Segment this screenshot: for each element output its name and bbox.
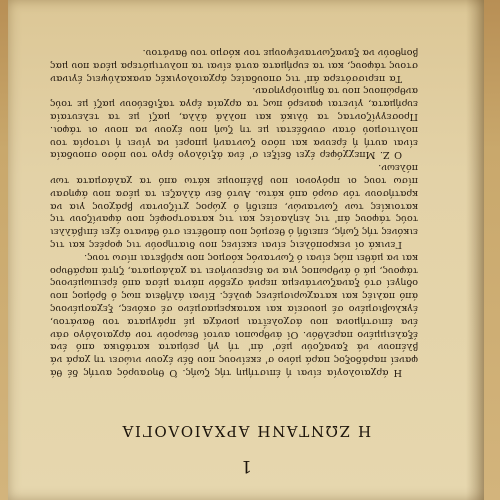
page-number: 1 — [240, 456, 252, 476]
spine-shadow — [466, 0, 484, 500]
body-text — [50, 45, 418, 378]
paragraph: Τα περισσότερα άπ' τις σπουδαίες άρχαιολογικές ανακαλύψεις έγιναν στους τάφους, και τα ευρήματα αυτά είναι τα πολυτιμότερα μέσα που μας βοηθούν να ξαναζωντανέψουμε τον κόσμο του θανάτου. — [50, 47, 418, 84]
paragraph: Ο Ζ. Μπεχχόφερ έχει δείξει σ' ένα άξιόλογο έργο του πόσο σπουδαία είναι αυτή ή έρευνα και πόσο ζωντανή μπορεί να γίνει ή ιστορία του πολιτισμού όταν συνδέεται με τη ζωή που έχουν να πουν οι τάφοι. Προσεγγίζοντας τα ύλικά και πολλά άλλα, μαζί με τα τελευταία ευρήματα, γίνεται φανερό πως τα αρχαία έργα ταξιδεύουν μαζί με τούς ανθρώπους που τα δημιούργησαν. — [50, 85, 418, 161]
paragraph: Η άρχαιολογία είναι ή έπιστήμη τής ζωής. Ό θησαυρός αυτής δέ θά φανεί παράδοξος παρά μόνο σ' εκείνους που δέν έχουν νιώσει τη χαρά νά βλέπουν νά ξαναζούν μέσ' άπ' τή γή ρεύματα κατάδικα από ένα έξαλειμμένο παρελθόν. Οί άνθρωποι αυτοί θεωρούν τον άρχαιολόγο σάν ένα έπιστήμονα που άσχολεΐται μονάχα μέ πράγματα του θανάτου, έγκλωβισμένο σέ μουσεία και κατακρεμασμένο σέ σκόνες, ξεχασμένους άπό παλιές και καταχωρισμένες φυλές. Είναι άλήθεια πως ό δρόμος που οδηγεί στό ξαναζωντάνεμα περνά σχεδόν πάντα μέσα από έρειπωμένους τάφους, μά ό άνθρωπος για να διερευνήσει τα χαλάσματα, ζητά παράθυρο και να μάθει πώς είναι ό ζωντανός κόσμος που κρύβεται πίσω τους. — [50, 251, 418, 378]
book-page — [8, 0, 484, 500]
page-content-rotated — [8, 0, 484, 500]
chapter-title: Η ΖΩΝΤΑΝΗ ΑΡΧΑΙΟΛΟΓΙΑ — [120, 422, 372, 440]
paragraph: Γενικά οί νεκροπόλεις είναι εκείνες που διατηρούν τις φορέες και τις εικόνες τής ζωής, επειδή ό θεσμός που άποθέτει στό θάνατο έχει έπιβάλλει τούς τάφους άπ' τις λεηλασίες και τις καταστροφές που άφανίζουν τις κατοικίες των ζωντανών, επειδή ό χώρος χτίζονταν βράχους για να κρατήσουν τόν σωρό από κάτω. Αυτό δεν άλλαζει τα μέσα που άφησαν πίσω τους οι πρόγονοι που βλέπουμε κάτω από τα χαλάσματα των πόλεων. — [50, 162, 418, 251]
